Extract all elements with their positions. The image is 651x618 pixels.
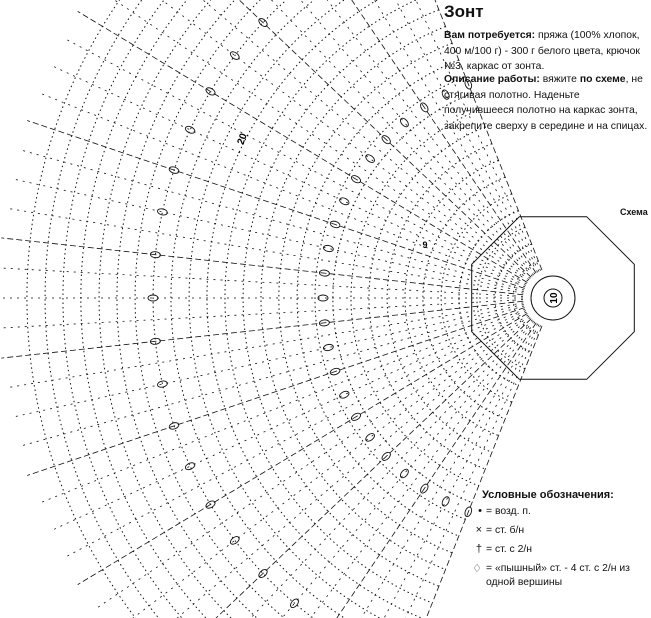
puff-stitch bbox=[399, 468, 410, 480]
page-title: Зонт bbox=[444, 2, 484, 21]
cross-icon: × bbox=[475, 524, 482, 536]
stitch-row-arc bbox=[225, 0, 432, 603]
stitch-ray bbox=[11, 179, 524, 292]
stitch-row-arc bbox=[207, 0, 426, 618]
puff-stitch bbox=[184, 461, 196, 471]
puff-stitch bbox=[323, 244, 334, 252]
description-text-b: , не стягивая полотно. Наденьте получившееся полотно на каркас зонта, закрепите сверху в середине и на спицах. bbox=[444, 74, 648, 132]
puff-stitch bbox=[323, 343, 334, 351]
description-bold: по схеме bbox=[579, 74, 626, 85]
stitch-row-arc bbox=[27, 0, 359, 618]
puff-stitch bbox=[184, 125, 196, 135]
row-number-outer: 20 bbox=[235, 132, 250, 147]
stitch-ray bbox=[5, 208, 523, 293]
materials-label: Вам потребуется: bbox=[444, 30, 536, 41]
description-paragraph bbox=[444, 72, 649, 134]
double-crochet-icon: † bbox=[475, 543, 482, 555]
stitch-row-arc bbox=[99, 0, 386, 618]
description-text-a: вяжите bbox=[539, 74, 580, 85]
puff-stitch bbox=[364, 432, 376, 443]
row-number-center: 10 bbox=[549, 292, 560, 304]
stitch-row-arc bbox=[63, 0, 373, 618]
stitch-row-arc bbox=[513, 261, 538, 335]
puff-stitch-marks bbox=[148, 0, 473, 618]
puff-stitch bbox=[229, 535, 241, 546]
puff-stitch-icon: ♢ bbox=[472, 563, 482, 575]
puff-stitch bbox=[157, 208, 168, 216]
stitch-ray bbox=[1, 301, 523, 358]
puff-stitch bbox=[157, 380, 168, 388]
materials-text: пряжа (100% хлопок, 400 м/100 г) - 300 г белого цвета, крючок №3, каркас от зонта. bbox=[444, 30, 640, 72]
legend-text: = ст. б/н bbox=[486, 525, 525, 536]
stitch-ray bbox=[63, 312, 527, 558]
chain-dot-icon: • bbox=[478, 505, 482, 517]
stitch-row-arc bbox=[81, 0, 379, 618]
stitch-row-arc bbox=[369, 127, 485, 469]
legend-title: Условные обозначения: bbox=[482, 489, 614, 501]
legend-item-double bbox=[452, 543, 651, 557]
stitch-ray bbox=[1, 238, 523, 295]
legend-text: = возд. п. bbox=[486, 506, 531, 517]
schema-label: Схема bbox=[620, 207, 648, 217]
legend-item-puff bbox=[452, 562, 651, 590]
stitch-ray bbox=[11, 305, 524, 418]
puff-stitch bbox=[441, 496, 451, 508]
description-label: Описание работы: bbox=[444, 74, 540, 85]
stitch-ray bbox=[50, 311, 526, 532]
puff-stitch bbox=[364, 153, 376, 164]
row-number-inner: 9 bbox=[422, 240, 428, 250]
puff-stitch bbox=[339, 390, 351, 400]
puff-stitch bbox=[399, 117, 410, 129]
legend-item-single bbox=[452, 524, 651, 538]
legend-item-chain bbox=[452, 505, 651, 519]
stitch-row-arc bbox=[45, 0, 366, 618]
stitch-ray bbox=[18, 149, 524, 290]
legend-text: = «пышный» ст. - 4 ст. с 2/н из одной вершины bbox=[486, 563, 630, 588]
stitch-row-arc bbox=[189, 0, 419, 618]
materials-paragraph bbox=[444, 28, 649, 75]
stitch-ray bbox=[5, 303, 523, 388]
stitch-ray bbox=[0, 300, 523, 329]
puff-stitch bbox=[339, 196, 351, 206]
legend-text: = ст. с 2/н bbox=[486, 544, 533, 555]
